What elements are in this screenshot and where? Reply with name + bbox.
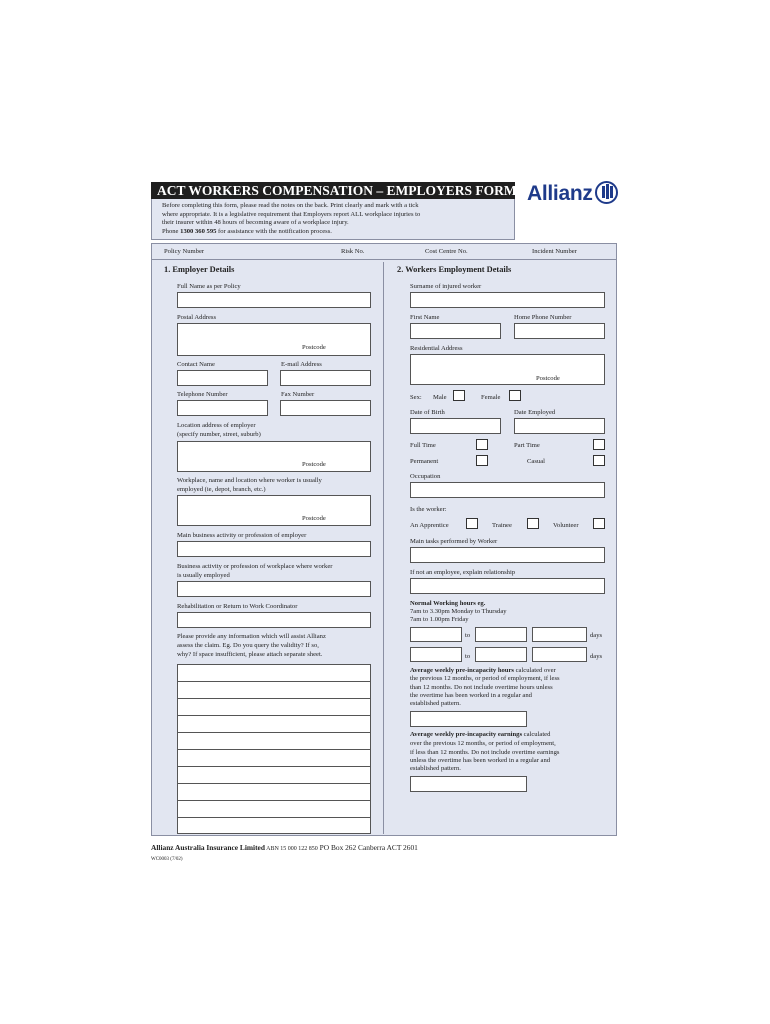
- contact-name-field[interactable]: [177, 370, 268, 386]
- intro-line: where appropriate. It is a legislative requirement that Employers report ALL workplace injuries to: [162, 210, 421, 218]
- avg-hours-label-line: established pattern.: [410, 700, 461, 707]
- residential-address-field[interactable]: [410, 354, 605, 385]
- fax-number-field[interactable]: [280, 400, 371, 416]
- avg-hours-label-line: than 12 months. Do not include overtime hours unless: [410, 684, 553, 691]
- info-line-field[interactable]: [177, 800, 371, 818]
- avg-earnings-label-line: if less than 12 months. Do not include overtime earnings: [410, 749, 560, 756]
- contact-name-label: Contact Name: [177, 361, 215, 368]
- location-address-label-2: (specify number, street, suburb): [177, 431, 261, 438]
- rehab-coordinator-label: Rehabilitation or Return to Work Coordinator: [177, 603, 298, 610]
- female-checkbox[interactable]: [509, 390, 521, 401]
- intro-line: their insurer within 48 hours of becoming aware of a workplace injury.: [162, 219, 349, 227]
- sex-label: Sex:: [410, 394, 422, 401]
- main-business-label: Main business activity or profession of employer: [177, 532, 307, 539]
- normal-hours-example: 7am to 1.00pm Friday: [410, 616, 469, 623]
- intro-line: Before completing this form, please read the notes on the back. Print clearly and mark with a tick: [162, 202, 419, 209]
- email-address-field[interactable]: [280, 370, 371, 386]
- info-label: Please provide any information which will assist Allianz: [177, 633, 326, 640]
- abn: ABN 15 000 122 850: [264, 846, 318, 852]
- date-employed-field[interactable]: [514, 418, 605, 434]
- not-employee-label: If not an employee, explain relationship: [410, 569, 516, 576]
- part-time-checkbox[interactable]: [593, 439, 605, 450]
- main-tasks-field[interactable]: [410, 547, 605, 563]
- female-label: Female: [481, 394, 501, 401]
- avg-hours-label-line: the previous 12 months, or period of employment, if less: [410, 675, 560, 682]
- trainee-checkbox[interactable]: [527, 518, 539, 529]
- date-of-birth-field[interactable]: [410, 418, 501, 434]
- info-label-2: assess the claim. Eg. Do you query the validity? If so,: [177, 642, 319, 649]
- postcode-label: Postcode: [536, 375, 560, 382]
- residential-address-label: Residential Address: [410, 345, 463, 352]
- avg-hours-label-line: the overtime has been worked in a regular and: [410, 692, 532, 699]
- intro-text: [151, 199, 515, 240]
- postal-address-field[interactable]: [177, 323, 371, 356]
- part-time-label: Part Time: [514, 442, 540, 449]
- apprentice-checkbox[interactable]: [466, 518, 478, 529]
- male-checkbox[interactable]: [453, 390, 465, 401]
- phone-line: Phone 1300 360 595 for assistance with the notification process.: [162, 227, 332, 235]
- full-time-checkbox[interactable]: [476, 439, 488, 450]
- avg-hours-field[interactable]: [410, 711, 527, 727]
- permanent-checkbox[interactable]: [476, 455, 488, 466]
- incident-number-label: Incident Number: [532, 248, 577, 255]
- not-employee-field[interactable]: [410, 578, 605, 594]
- worker-details-heading: 2. Workers Employment Details: [397, 265, 512, 274]
- info-line-field[interactable]: [177, 732, 371, 750]
- postal-address: PO Box 262 Canberra ACT 2601: [317, 843, 418, 852]
- avg-earnings-label-line: over the previous 12 months, or period of employment,: [410, 740, 556, 747]
- form-title: ACT WORKERS COMPENSATION – EMPLOYERS FORM: [151, 182, 515, 199]
- employer-details-heading: 1. Employer Details: [164, 265, 235, 274]
- column-divider: [383, 262, 384, 834]
- to-label: to: [465, 632, 471, 639]
- business-activity-label-2: is usually employed: [177, 572, 230, 579]
- date-of-birth-label: Date of Birth: [410, 409, 445, 416]
- info-line-field[interactable]: [177, 766, 371, 784]
- hours-to-field[interactable]: [475, 627, 527, 642]
- avg-earnings-label-line: established pattern.: [410, 765, 461, 772]
- surname-label: Surname of injured worker: [410, 283, 482, 290]
- footer-text: [151, 843, 418, 852]
- casual-checkbox[interactable]: [593, 455, 605, 466]
- postcode-label: Postcode: [302, 461, 326, 468]
- normal-hours-example: 7am to 3.30pm Monday to Thursday: [410, 608, 507, 615]
- apprentice-label: An Apprentice: [410, 522, 449, 529]
- business-activity-field[interactable]: [177, 581, 371, 597]
- postcode-label: Postcode: [302, 515, 326, 522]
- permanent-label: Permanent: [410, 458, 439, 465]
- first-name-label: First Name: [410, 314, 440, 321]
- days-field[interactable]: [532, 647, 587, 662]
- fax-number-label: Fax Number: [281, 391, 315, 398]
- form-code: WC0003 (7/02): [151, 857, 183, 862]
- full-name-label: Full Name as per Policy: [177, 283, 241, 290]
- days-label: days: [590, 632, 603, 639]
- info-line-field[interactable]: [177, 681, 371, 699]
- info-line-field[interactable]: [177, 817, 371, 834]
- email-address-label: E-mail Address: [281, 361, 322, 368]
- location-address-label: Location address of employer: [177, 422, 256, 429]
- days-field[interactable]: [532, 627, 587, 642]
- policy-number-label: Policy Number: [164, 248, 205, 255]
- occupation-label: Occupation: [410, 473, 441, 480]
- postal-address-label: Postal Address: [177, 314, 217, 321]
- workplace-field[interactable]: [177, 495, 371, 526]
- phone-number: 1300 360 595: [180, 227, 217, 235]
- main-business-field[interactable]: [177, 541, 371, 557]
- telephone-number-field[interactable]: [177, 400, 268, 416]
- avg-earnings-label: Average weekly pre-incapacity earnings calculated: [410, 731, 551, 738]
- avg-hours-label: Average weekly pre-incapacity hours calculated over: [410, 667, 556, 674]
- male-label: Male: [433, 394, 447, 401]
- occupation-field[interactable]: [410, 482, 605, 498]
- home-phone-label: Home Phone Number: [514, 314, 572, 321]
- hours-from-field[interactable]: [410, 627, 462, 642]
- avg-earnings-field[interactable]: [410, 776, 527, 792]
- logo-text: Allianz: [527, 182, 593, 205]
- home-phone-field[interactable]: [514, 323, 605, 339]
- full-time-label: Full Time: [410, 442, 436, 449]
- reference-row: [151, 243, 617, 260]
- workplace-label-2: employed (ie, depot, branch, etc.): [177, 486, 266, 493]
- cost-centre-label: Cost Centre No.: [425, 248, 468, 255]
- days-label: days: [590, 653, 603, 660]
- date-employed-label: Date Employed: [514, 409, 556, 416]
- business-activity-label: Business activity or profession of workplace where worker: [177, 563, 333, 570]
- info-line-field[interactable]: [177, 783, 371, 801]
- location-address-field[interactable]: [177, 441, 371, 472]
- trainee-label: Trainee: [492, 522, 512, 529]
- is-the-worker-label: Is the worker:: [410, 506, 447, 513]
- hours-from-field[interactable]: [410, 647, 462, 662]
- full-name-field[interactable]: [177, 292, 371, 308]
- info-line-field[interactable]: [177, 749, 371, 767]
- casual-label: Casual: [527, 458, 545, 465]
- volunteer-label: Volunteer: [553, 522, 579, 529]
- rehab-coordinator-field[interactable]: [177, 612, 371, 628]
- info-line-field[interactable]: [177, 715, 371, 733]
- to-label: to: [465, 653, 471, 660]
- allianz-logo: [527, 178, 627, 208]
- first-name-field[interactable]: [410, 323, 501, 339]
- info-line-field[interactable]: [177, 698, 371, 716]
- telephone-number-label: Telephone Number: [177, 391, 228, 398]
- normal-hours-heading: Normal Working hours eg.: [410, 600, 486, 607]
- workplace-label: Workplace, name and location where worker is usually: [177, 477, 322, 484]
- surname-field[interactable]: [410, 292, 605, 308]
- volunteer-checkbox[interactable]: [593, 518, 605, 529]
- allianz-eagle-icon: [595, 181, 618, 204]
- avg-earnings-label-line: unless the overtime has been worked in a regular and: [410, 757, 551, 764]
- hours-to-field[interactable]: [475, 647, 527, 662]
- postcode-label: Postcode: [302, 344, 326, 351]
- info-line-field[interactable]: [177, 664, 371, 682]
- risk-no-label: Risk No.: [341, 248, 365, 255]
- main-tasks-label: Main tasks performed by Worker: [410, 538, 498, 545]
- company-name: Allianz Australia Insurance Limited: [151, 843, 265, 852]
- info-label-3: why? If space insufficient, please attach separate sheet.: [177, 651, 323, 658]
